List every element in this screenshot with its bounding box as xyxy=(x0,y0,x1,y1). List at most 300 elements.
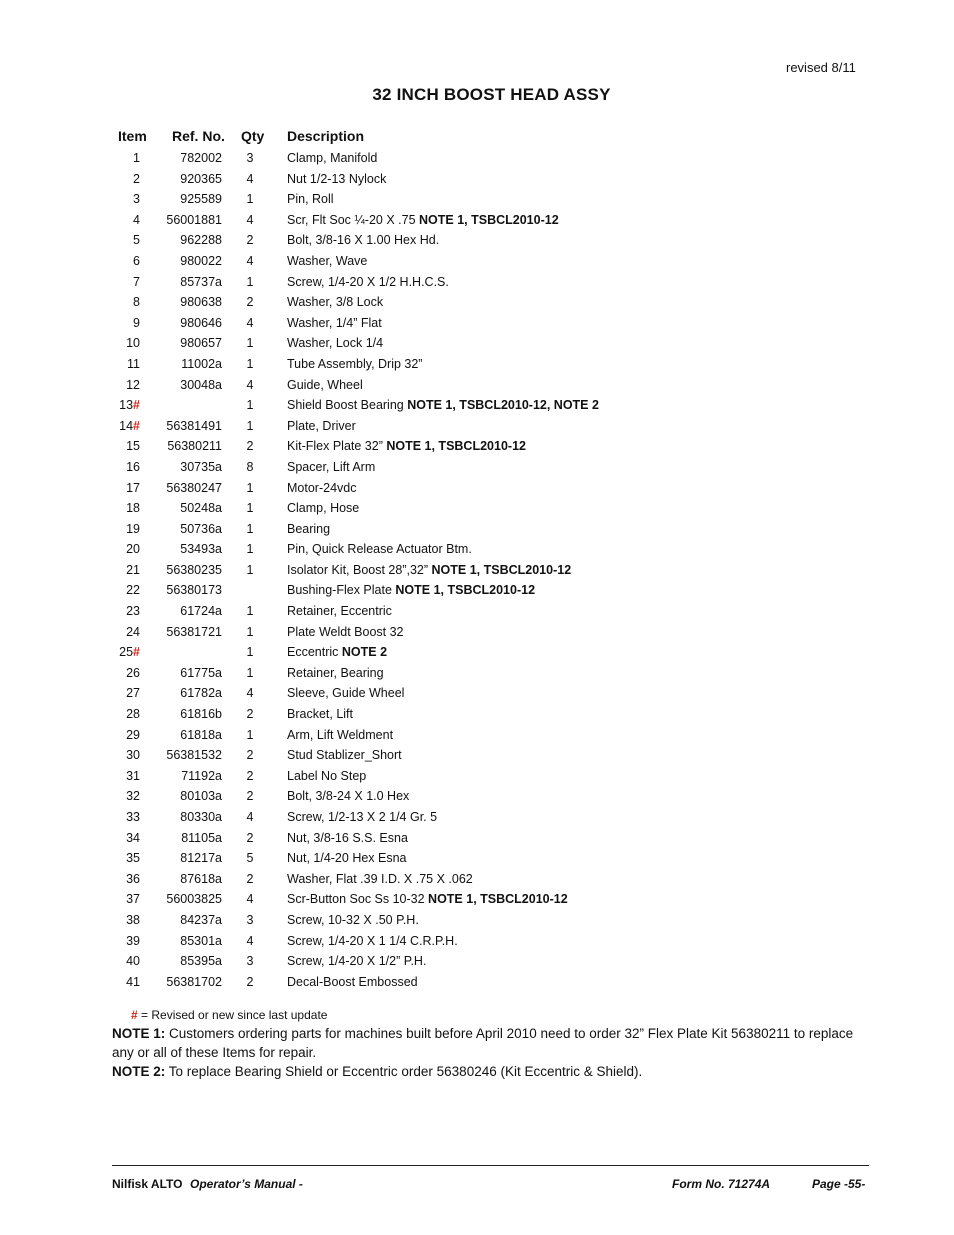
item-number-value: 17 xyxy=(126,480,140,495)
description xyxy=(287,625,404,639)
ref-number: 53493a xyxy=(180,542,222,557)
quantity: 4 xyxy=(246,810,254,824)
description xyxy=(287,419,356,433)
table-row xyxy=(0,354,954,375)
table-row xyxy=(0,375,954,396)
quantity: 4 xyxy=(246,377,254,392)
item-number xyxy=(100,728,140,742)
item-number-value: 9 xyxy=(133,315,140,330)
item-number-value: 19 xyxy=(126,521,140,536)
item-number-value: 26 xyxy=(126,665,140,680)
description xyxy=(287,172,386,186)
footer-page-number: Page -55- xyxy=(812,1177,866,1191)
item-number-value: 15 xyxy=(126,439,140,454)
item-number xyxy=(100,604,140,618)
item-number xyxy=(100,810,140,824)
description xyxy=(287,522,330,536)
description-text: Plate, Driver xyxy=(287,418,356,433)
description xyxy=(287,934,458,948)
ref-number: 61818a xyxy=(180,727,222,742)
ref-number: 84237a xyxy=(180,912,222,927)
description-text: Screw, 1/4-20 X 1/2 H.H.C.S. xyxy=(287,274,449,289)
description xyxy=(287,336,383,350)
item-number-value: 39 xyxy=(126,933,140,948)
quantity: 4 xyxy=(246,933,254,948)
table-row xyxy=(0,745,954,766)
description-text: Plate Weldt Boost 32 xyxy=(287,624,404,639)
table-row xyxy=(0,663,954,684)
item-number xyxy=(100,439,140,453)
ref-number: 61724a xyxy=(180,604,222,619)
table-row xyxy=(0,498,954,519)
quantity: 4 xyxy=(246,253,254,268)
description-note: NOTE 1, TSBCL2010-12, NOTE 2 xyxy=(407,398,599,413)
ref-number: 81217a xyxy=(180,851,222,866)
description-text: Bolt, 3/8-24 X 1.0 Hex xyxy=(287,789,410,804)
description-text: Washer, 3/8 Lock xyxy=(287,295,384,310)
ref-number: 925589 xyxy=(180,192,222,207)
item-number xyxy=(100,254,140,268)
description-text: Washer, Flat .39 I.D. X .75 X .062 xyxy=(287,871,473,886)
quantity: 3 xyxy=(246,954,254,969)
description xyxy=(287,954,426,968)
footer-manual: Operator’s Manual - xyxy=(190,1177,303,1191)
ref-number: 11002a xyxy=(181,356,222,371)
table-row xyxy=(0,210,954,231)
ref-number: 980638 xyxy=(180,295,222,310)
description-text: Clamp, Manifold xyxy=(287,151,378,165)
table-row xyxy=(0,169,954,190)
item-number xyxy=(100,913,140,927)
quantity: 2 xyxy=(246,789,254,804)
ref-number: 61816b xyxy=(180,707,222,722)
quantity: 1 xyxy=(246,336,254,351)
description-text: Arm, Lift Weldment xyxy=(287,727,394,742)
quantity: 2 xyxy=(246,974,254,989)
description xyxy=(287,583,535,597)
ref-number: 56381702 xyxy=(166,974,222,989)
quantity: 1 xyxy=(246,274,254,289)
item-number-value: 14 xyxy=(119,418,134,433)
description xyxy=(287,831,408,845)
description xyxy=(287,975,418,989)
description xyxy=(287,460,375,474)
description xyxy=(287,810,437,824)
description-text: Screw, 1/2-13 X 2 1/4 Gr. 5 xyxy=(287,810,438,824)
item-number-value: 24 xyxy=(126,624,140,639)
quantity: 4 xyxy=(246,892,254,907)
item-number xyxy=(100,336,140,350)
item-number xyxy=(100,975,140,989)
quantity: 2 xyxy=(246,439,254,454)
item-number-value: 32 xyxy=(126,789,140,804)
description xyxy=(287,357,422,371)
description-note: NOTE 2 xyxy=(341,645,388,660)
description xyxy=(287,563,571,577)
table-row xyxy=(0,725,954,746)
item-number-value: 2 xyxy=(133,171,140,186)
description xyxy=(287,192,334,206)
quantity: 1 xyxy=(246,501,254,516)
quantity: 1 xyxy=(246,645,254,660)
item-number-value: 40 xyxy=(126,954,140,969)
description xyxy=(287,666,384,680)
item-number-value: 8 xyxy=(133,295,140,310)
description xyxy=(287,913,419,927)
description-note: NOTE 1, TSBCL2010-12 xyxy=(431,562,572,577)
quantity: 1 xyxy=(246,521,254,536)
item-number xyxy=(100,748,140,762)
description-text: Tube Assembly, Drip 32” xyxy=(287,356,423,371)
item-number-value: 13 xyxy=(119,398,134,413)
item-number-value: 18 xyxy=(126,501,140,516)
table-row xyxy=(0,230,954,251)
item-number-value: 1 xyxy=(133,151,140,165)
item-number-value: 23 xyxy=(126,604,140,619)
item-number-value: 41 xyxy=(126,974,140,989)
item-number-value: 37 xyxy=(126,892,140,907)
description-note: NOTE 1, TSBCL2010-12 xyxy=(386,439,526,454)
ref-number: 56380235 xyxy=(166,562,222,577)
description-text: Washer, 1/4” Flat xyxy=(287,315,382,330)
ref-number: 50736a xyxy=(180,521,222,536)
quantity: 4 xyxy=(246,686,254,701)
revised-mark: # xyxy=(133,418,140,433)
ref-number: 56380173 xyxy=(166,583,222,598)
quantity: 1 xyxy=(246,480,254,495)
description-note: NOTE 1, TSBCL2010-12 xyxy=(419,212,559,227)
item-number-value: 21 xyxy=(126,562,140,577)
ref-number: 56001881 xyxy=(166,212,222,227)
description-text: Bearing xyxy=(287,521,331,536)
ref-number: 782002 xyxy=(180,151,222,165)
description xyxy=(287,151,377,165)
table-row xyxy=(0,333,954,354)
quantity: 4 xyxy=(246,315,254,330)
description-text: Washer, Lock 1/4 xyxy=(287,336,384,351)
table-row xyxy=(0,395,954,416)
item-number xyxy=(100,934,140,948)
ref-number: 71192a xyxy=(181,768,222,783)
item-number xyxy=(100,233,140,247)
ref-number: 85737a xyxy=(180,274,222,289)
quantity: 8 xyxy=(246,459,254,474)
description xyxy=(287,769,366,783)
legend-text: = Revised or new since last update xyxy=(137,1008,328,1022)
table-row xyxy=(0,519,954,540)
item-number-value: 28 xyxy=(126,707,140,722)
legend xyxy=(131,1008,327,1022)
item-number xyxy=(100,151,140,165)
quantity: 3 xyxy=(246,151,254,165)
item-number-value: 33 xyxy=(126,810,140,824)
description-text: Bracket, Lift xyxy=(287,707,353,722)
description xyxy=(287,481,356,495)
description-text: Retainer, Eccentric xyxy=(287,604,392,619)
note-1 xyxy=(112,1024,877,1062)
table-row xyxy=(0,951,954,972)
item-number-value: 36 xyxy=(126,871,140,886)
table-row xyxy=(0,972,954,993)
ref-number: 80330a xyxy=(180,810,222,824)
note-1-text: Customers ordering parts for machines built before April 2010 need to order 32” Flex Plate Kit 56380211 to replace any or all of these Items for repair. xyxy=(112,1026,854,1060)
description-text: Scr-Button Soc Ss 10-32 xyxy=(287,892,429,907)
item-number xyxy=(100,686,140,700)
description-text: Isolator Kit, Boost 28”,32” xyxy=(287,562,432,577)
description xyxy=(287,439,526,453)
item-number-value: 10 xyxy=(126,336,140,351)
page-title: 32 INCH BOOST HEAD ASSY xyxy=(372,85,611,104)
quantity: 3 xyxy=(246,912,254,927)
quantity: 1 xyxy=(246,418,254,433)
description xyxy=(287,254,367,268)
ref-number: 56381532 xyxy=(166,748,222,763)
description-text: Label No Step xyxy=(287,768,367,783)
ref-number: 50248a xyxy=(180,501,222,516)
item-number xyxy=(100,357,140,371)
ref-number: 980657 xyxy=(180,336,222,351)
ref-number: 56003825 xyxy=(166,892,222,907)
column-header-description: Description xyxy=(287,128,365,144)
parts-table xyxy=(0,148,954,992)
ref-number: 920365 xyxy=(180,171,222,186)
table-row xyxy=(0,828,954,849)
description-text: Spacer, Lift Arm xyxy=(287,459,376,474)
table-row xyxy=(0,931,954,952)
table-row xyxy=(0,272,954,293)
table-row xyxy=(0,642,954,663)
item-number xyxy=(100,707,140,721)
item-number-value: 35 xyxy=(126,851,140,866)
ref-number: 30048a xyxy=(180,377,222,392)
description-text: Screw, 1/4-20 X 1 1/4 C.R.P.H. xyxy=(287,933,458,948)
item-number xyxy=(100,625,140,639)
note-2-label: NOTE 2: xyxy=(112,1064,166,1079)
table-row xyxy=(0,580,954,601)
item-number xyxy=(100,295,140,309)
description-text: Nut, 3/8-16 S.S. Esna xyxy=(287,830,408,845)
description xyxy=(287,398,599,412)
item-number-value: 34 xyxy=(126,830,140,845)
column-header-ref: Ref. No. xyxy=(172,128,225,144)
table-row xyxy=(0,560,954,581)
ref-number: 61775a xyxy=(180,665,222,680)
item-number xyxy=(100,954,140,968)
description-text: Stud Stablizer_Short xyxy=(287,748,402,763)
quantity: 1 xyxy=(246,192,254,207)
description-text: Eccentric xyxy=(287,645,342,660)
item-number-value: 12 xyxy=(126,377,140,392)
description-text: Washer, Wave xyxy=(287,253,368,268)
item-number-value: 6 xyxy=(133,253,140,268)
quantity: 4 xyxy=(246,171,254,186)
table-row xyxy=(0,910,954,931)
description-text: Nut 1/2-13 Nylock xyxy=(287,171,387,186)
item-number xyxy=(100,583,140,597)
quantity: 1 xyxy=(246,624,254,639)
ref-number: 85301a xyxy=(180,933,222,948)
table-row xyxy=(0,189,954,210)
quantity: 2 xyxy=(246,233,254,248)
item-number xyxy=(100,192,140,206)
footer-form-number: Form No. 71274A xyxy=(672,1177,771,1191)
description xyxy=(287,851,407,865)
table-row xyxy=(0,478,954,499)
quantity: 1 xyxy=(246,665,254,680)
table-row xyxy=(0,539,954,560)
ref-number: 81105a xyxy=(181,830,222,845)
table-row xyxy=(0,148,954,169)
ref-number: 80103a xyxy=(180,789,222,804)
description-text: Pin, Roll xyxy=(287,192,334,207)
quantity: 1 xyxy=(246,604,254,619)
item-number xyxy=(100,831,140,845)
description xyxy=(287,378,363,392)
description xyxy=(287,213,559,227)
table-row xyxy=(0,251,954,272)
description xyxy=(287,872,473,886)
description xyxy=(287,748,402,762)
item-number xyxy=(100,522,140,536)
item-number xyxy=(100,769,140,783)
item-number xyxy=(100,501,140,515)
ref-number: 56380211 xyxy=(167,439,222,454)
description-text: Kit-Flex Plate 32” xyxy=(287,439,387,454)
description xyxy=(287,233,439,247)
table-row xyxy=(0,683,954,704)
item-number-value: 16 xyxy=(126,459,140,474)
note-2-text: To replace Bearing Shield or Eccentric order 56380246 (Kit Eccentric & Shield). xyxy=(165,1064,643,1079)
item-number-value: 7 xyxy=(133,274,140,289)
description xyxy=(287,316,382,330)
description-text: Screw, 10-32 X .50 P.H. xyxy=(287,912,419,927)
description-text: Scr, Flt Soc ¼-20 X .75 xyxy=(287,212,420,227)
description xyxy=(287,686,404,700)
item-number-value: 3 xyxy=(133,192,140,207)
item-number xyxy=(100,275,140,289)
ref-number: 30735a xyxy=(180,459,222,474)
quantity: 1 xyxy=(246,398,254,413)
table-row xyxy=(0,622,954,643)
description-text: Pin, Quick Release Actuator Btm. xyxy=(287,542,472,557)
description-text: Guide, Wheel xyxy=(287,377,363,392)
footer-divider xyxy=(112,1165,869,1166)
item-number xyxy=(100,666,140,680)
description-note: NOTE 1, TSBCL2010-12 xyxy=(428,892,568,907)
item-number xyxy=(100,481,140,495)
item-number xyxy=(100,172,140,186)
description xyxy=(287,707,353,721)
quantity: 1 xyxy=(246,542,254,557)
item-number-value: 22 xyxy=(126,583,140,598)
item-number-value: 27 xyxy=(126,686,140,701)
note-1-label: NOTE 1: xyxy=(112,1026,166,1041)
quantity: 1 xyxy=(246,727,254,742)
item-number xyxy=(100,419,140,433)
description-text: Retainer, Bearing xyxy=(287,665,384,680)
quantity: 2 xyxy=(246,707,254,722)
revision-date: revised 8/11 xyxy=(786,60,856,75)
description xyxy=(287,789,409,803)
item-number xyxy=(100,789,140,803)
description xyxy=(287,604,392,618)
description-text: Screw, 1/4-20 X 1/2” P.H. xyxy=(287,954,427,969)
quantity: 4 xyxy=(246,212,254,227)
description-text: Shield Boost Bearing xyxy=(287,398,408,413)
item-number xyxy=(100,213,140,227)
item-number-value: 30 xyxy=(126,748,140,763)
description xyxy=(287,275,449,289)
description xyxy=(287,645,387,659)
description xyxy=(287,892,568,906)
note-2 xyxy=(112,1062,877,1081)
table-row xyxy=(0,313,954,334)
ref-number: 56380247 xyxy=(166,480,222,495)
item-number-value: 4 xyxy=(133,212,140,227)
footer-company: Nilfisk ALTO xyxy=(112,1177,183,1191)
quantity: 2 xyxy=(246,830,254,845)
description-text: Sleeve, Guide Wheel xyxy=(287,686,405,701)
table-row xyxy=(0,766,954,787)
table-row xyxy=(0,889,954,910)
description-text: Bolt, 3/8-16 X 1.00 Hex Hd. xyxy=(287,233,440,248)
table-row xyxy=(0,807,954,828)
item-number xyxy=(100,872,140,886)
description-text: Decal-Boost Embossed xyxy=(287,974,418,989)
table-row xyxy=(0,786,954,807)
table-row xyxy=(0,704,954,725)
table-row xyxy=(0,436,954,457)
description xyxy=(287,542,472,556)
description-text: Nut, 1/4-20 Hex Esna xyxy=(287,851,407,866)
table-row xyxy=(0,601,954,622)
item-number-value: 29 xyxy=(126,727,140,742)
revised-mark: # xyxy=(133,645,140,660)
ref-number: 980646 xyxy=(180,315,222,330)
description-text: Motor-24vdc xyxy=(287,480,357,495)
item-number-value: 38 xyxy=(126,912,140,927)
quantity: 2 xyxy=(246,768,254,783)
table-row xyxy=(0,292,954,313)
ref-number: 61782a xyxy=(180,686,222,701)
ref-number: 56381491 xyxy=(166,418,222,433)
description xyxy=(287,728,393,742)
item-number xyxy=(100,316,140,330)
table-row xyxy=(0,416,954,437)
quantity: 1 xyxy=(246,356,254,371)
ref-number: 85395a xyxy=(180,954,222,969)
quantity: 5 xyxy=(246,851,254,866)
ref-number: 980022 xyxy=(180,253,222,268)
item-number-value: 5 xyxy=(133,233,140,248)
item-number xyxy=(100,563,140,577)
quantity: 2 xyxy=(246,871,254,886)
item-number-value: 11 xyxy=(127,356,140,371)
item-number-value: 20 xyxy=(126,542,140,557)
table-row xyxy=(0,869,954,890)
table-row xyxy=(0,848,954,869)
description xyxy=(287,295,383,309)
revised-mark: # xyxy=(133,398,140,413)
ref-number: 56381721 xyxy=(166,624,222,639)
item-number xyxy=(100,398,140,412)
description-text: Bushing-Flex Plate xyxy=(287,583,396,598)
item-number xyxy=(100,645,140,659)
description-note: NOTE 1, TSBCL2010-12 xyxy=(395,583,536,598)
quantity: 2 xyxy=(246,295,254,310)
quantity: 2 xyxy=(246,748,254,763)
column-header-qty: Qty xyxy=(241,128,265,144)
